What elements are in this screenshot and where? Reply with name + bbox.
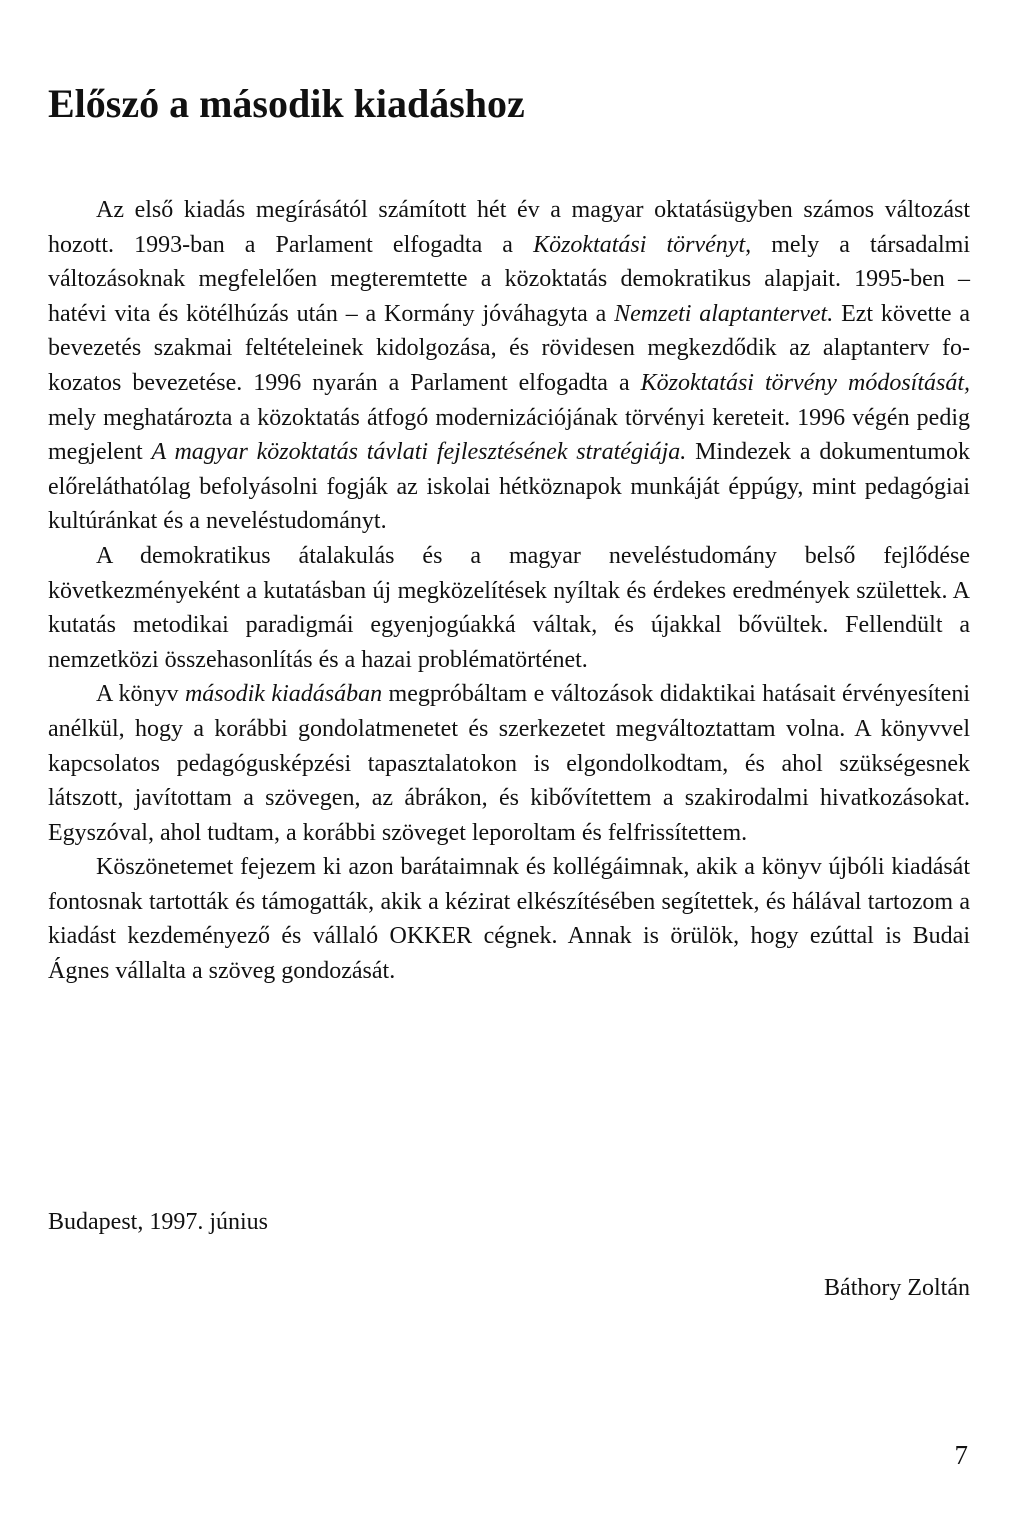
italic-text: Közoktatási törvény módosítását,: [640, 369, 970, 396]
text-run: A demokratikus átalakulás és a magyar neveléstudomány belső fejlődése következményeként a kutatásban új megközelítések nyíltak és érdekes eredmények születtek. A kutatás metodikai paradigmái egyenjogúakká váltak, és újakkal bővültek. Fellendült a nemzetközi összehasonlítás és a hazai problématörténet.: [48, 542, 970, 673]
italic-text: Közoktatási törvényt,: [533, 231, 752, 258]
text-run: A könyv: [96, 681, 185, 708]
text-run: mely a társadalmi változásoknak megfelelően megteremtette a közoktatás demokratikus alapjait. 1995-ben – hatévi vita és kötélhúzás után – a Kormány jóváhagyta a: [48, 231, 971, 327]
italic-text: második kiadásában: [184, 681, 383, 708]
place-date: Budapest, 1997. június: [48, 1209, 268, 1235]
text-run: Ezt követte a bevezetés szakmai feltételeinek kidolgozása, és rövidesen megkezdődik az alaptanterv fokozatos bevezetése. 1996 nyarán a Parlament elfogadta a: [48, 300, 970, 396]
paragraph-4: [48, 850, 970, 988]
italic-text: Nemzeti alaptantervet.: [614, 300, 834, 327]
text-run: Mindezek a dokumentumok előreláthatólag befolyásolni fogják az iskolai hétköznapok munkáját éppúgy, mint pedagógiai kultúránkat és a neveléstudományt.: [48, 439, 970, 535]
text-run: Az első kiadás megírásától számított hét év a magyar oktatásügyben számos változást hozott. 1993-ban a Parlament elfogadta a: [48, 197, 970, 258]
page-title: Előszó a második kiadáshoz: [48, 81, 525, 126]
preface-body: [48, 193, 970, 989]
page-number: 7: [954, 1440, 968, 1470]
author-signature: Báthory Zoltán: [824, 1275, 970, 1301]
text-run: Köszönetemet fejezem ki azon barátaimnak és kollégáimnak, akik a könyv újbóli kiadását fontosnak tartották és támogatták, akik a kézirat elkészítésében segítettek, és hálával tartozom a kiadást kezdeményező és vállaló OKKER cégnek. Annak is örülök, hogy ezúttal is Budai Ágnes vállalta a szöveg gondozását.: [48, 854, 970, 985]
paragraph-3: [48, 677, 970, 850]
text-run: megpróbáltam e változások didaktikai hatásait érvényesíteni anélkül, hogy a korábbi gondolatmenetet és szerkezetet megváltoztattam volna. A könyvvel kapcsolatos pedagógusképzési tapasztalatokon is elgondolkodtam, és ahol szükségesnek látszott, javítottam a szövegen, az ábrákon, és kibővítettem a szakirodalmi hivatkozásokat. Egyszóval, ahol tudtam, a korábbi szöveget leporoltam és felfrissítettem.: [48, 681, 970, 846]
italic-text: A magyar közoktatás távlati fejlesztésének stratégiája.: [151, 439, 687, 466]
paragraph-2: [48, 539, 970, 677]
text-run: mely meghatározta a közoktatás átfogó modernizációjának törvényi kereteit. 1996 végén pedig megjelent: [48, 404, 970, 466]
paragraph-1: [48, 193, 970, 539]
